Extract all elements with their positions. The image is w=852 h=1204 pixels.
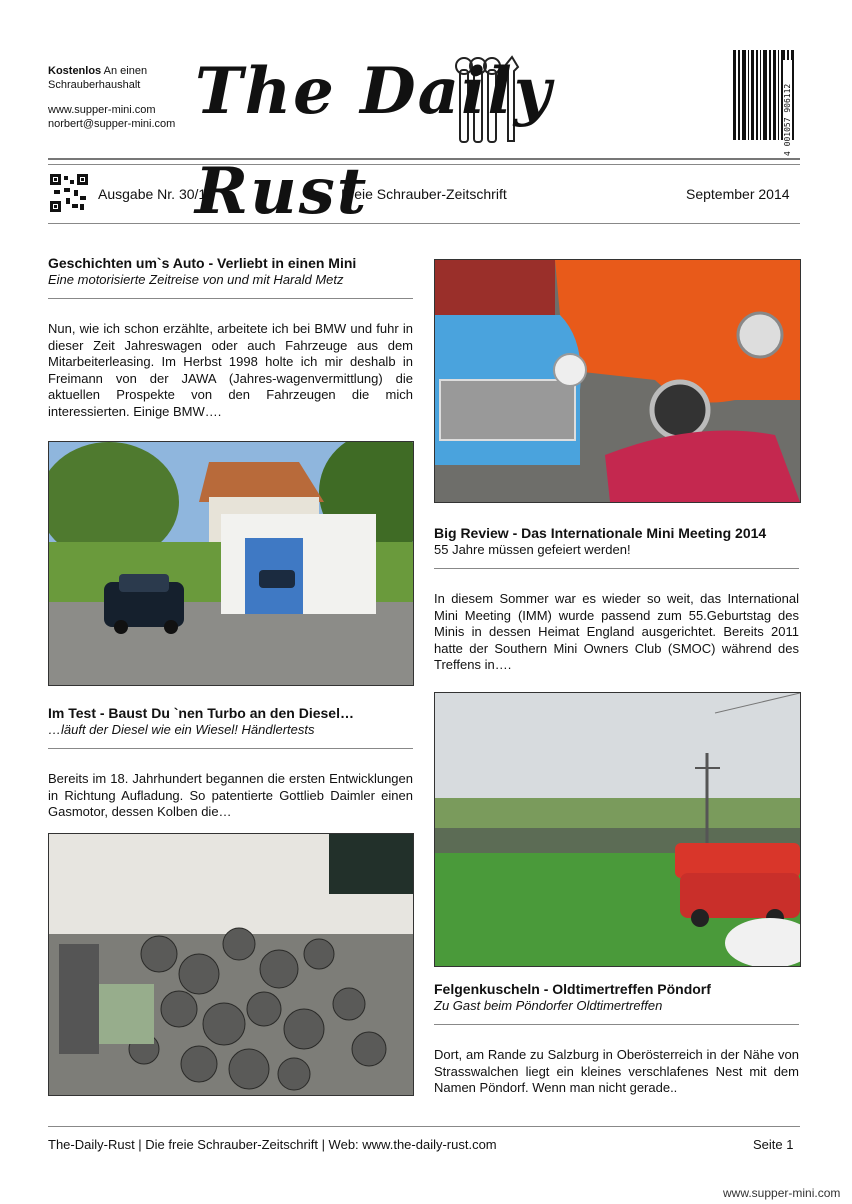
garage-mini-image xyxy=(49,442,413,685)
article-3-subline: 55 Jahre müssen gefeiert werden! xyxy=(434,542,631,557)
article-3-rule xyxy=(434,568,799,569)
barcode xyxy=(733,50,795,156)
header-rule-2 xyxy=(48,164,800,165)
header-email[interactable]: norbert@supper-mini.com xyxy=(48,118,176,130)
issue-date: September 2014 xyxy=(686,186,790,202)
tagline-bold: Kostenlos xyxy=(48,65,102,77)
qr-code-icon xyxy=(50,174,88,212)
article-4-photo[interactable] xyxy=(434,692,801,967)
article-2-headline[interactable]: Im Test - Baust Du `nen Turbo an den Diesel… xyxy=(48,705,354,721)
header-tagline xyxy=(48,64,147,92)
turbocharger-pile-image xyxy=(49,834,413,1095)
article-2-photo[interactable] xyxy=(48,833,414,1096)
page-number: Seite 1 xyxy=(753,1137,794,1152)
meta-rule xyxy=(48,223,800,224)
article-1-rule xyxy=(48,298,413,299)
oldtimer-meeting-image xyxy=(435,693,800,966)
article-1-headline[interactable]: Geschichten um`s Auto - Verliebt in einen Mini xyxy=(48,255,357,271)
footer-rule xyxy=(48,1126,800,1127)
header-rule-top xyxy=(48,158,800,160)
article-4-rule xyxy=(434,1024,799,1025)
article-4-subline: Zu Gast beim Pöndorfer Oldtimertreffen xyxy=(434,998,663,1013)
tagline-line2: Schrauberhaushalt xyxy=(48,79,141,91)
article-2-body: Bereits im 18. Jahrhundert begannen die ersten Entwicklungen in Richtung Aufladung. So patentierte Gottlieb Daimler einen Gasmotor, dessen Kolben die… xyxy=(48,771,413,819)
article-1-photo[interactable] xyxy=(48,441,414,686)
tagline-rest: An einen xyxy=(101,65,148,77)
footer-credit[interactable]: www.supper-mini.com xyxy=(723,1186,841,1200)
header-website[interactable]: www.supper-mini.com xyxy=(48,104,156,116)
article-3-body: In diesem Sommer war es wieder so weit, das International Mini Meeting (IMM) wurde passend zum 55.Geburtstag des Minis in dessen Heimat England ausgerichtet. Bereits 2011 hatte der Southern Mini Owners Club (SMOC) während des Treffens in…. xyxy=(434,591,799,672)
article-4-body: Dort, am Rande zu Salzburg in Oberösterreich in der Nähe von Strasswalchen liegt ein kleines verschlafenes Nest mit dem Namen Pöndorf. Wenn man nicht gerade.. xyxy=(434,1047,799,1095)
masthead-title: The Daily Rust xyxy=(195,54,553,229)
article-3-photo[interactable] xyxy=(434,259,801,503)
article-1-body: Nun, wie ich schon erzählte, arbeitete ich bei BMW und fuhr in dieser Zeit Jahreswagen oder auch Fahrzeuge aus dem Mitarbeiterleasing. Im Herbst 1998 holte ich mir deshalb in Freimann von der JAWA (Jahres-wagenvermittlung) die aktuellen Prospekte von den Fahrzeugen die mich interessierten. Einige BMW…. xyxy=(48,321,413,419)
issue-number: Ausgabe Nr. 30/14 xyxy=(98,186,214,202)
mini-meeting-image xyxy=(435,260,800,502)
article-2-subline: …läuft der Diesel wie ein Wiesel! Händlertests xyxy=(48,722,315,737)
article-1-subline: Eine motorisierte Zeitreise von und mit Harald Metz xyxy=(48,272,344,287)
meta-subtitle: Freie Schrauber-Zeitschrift xyxy=(341,186,507,202)
barcode-number: 4 001057 906112 xyxy=(783,60,792,156)
article-3-headline[interactable]: Big Review - Das Internationale Mini Meeting 2014 xyxy=(434,525,767,541)
footer-text: The-Daily-Rust | Die freie Schrauber-Zeitschrift | Web: www.the-daily-rust.com xyxy=(48,1137,497,1152)
article-4-headline[interactable]: Felgenkuscheln - Oldtimertreffen Pöndorf xyxy=(434,981,711,997)
qr-code[interactable] xyxy=(50,174,88,212)
header-contact xyxy=(48,103,175,131)
article-2-rule xyxy=(48,748,413,749)
